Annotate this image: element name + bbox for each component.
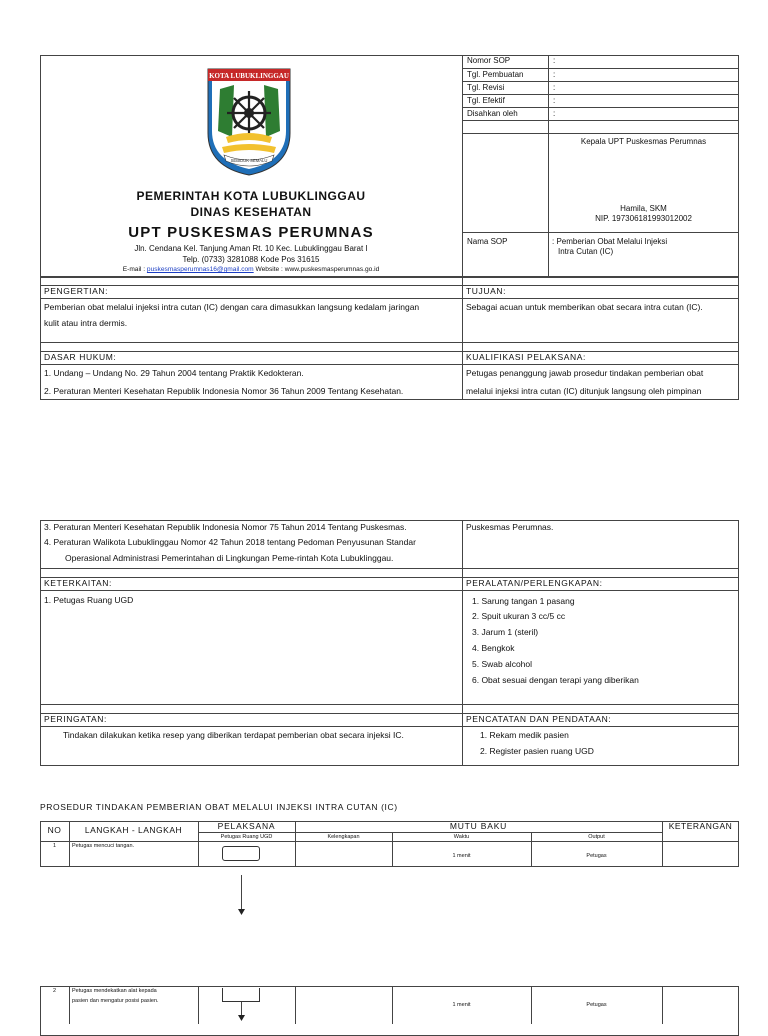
dasar-hukum-heading: DASAR HUKUM:: [44, 352, 117, 362]
label-nama-sop: Nama SOP: [467, 237, 508, 246]
col-pelaksana: PELAKSANA: [217, 821, 276, 831]
svg-text:SEBIDUK SEMALU: SEBIDUK SEMALU: [230, 158, 268, 163]
email-label: E-mail :: [122, 266, 146, 273]
sub-waktu: Waktu: [453, 834, 470, 840]
dasar-hukum-item-cont: Operasional Administrasi Pemerintahan di Lingkungan Peme-rintah Kota Lubuklinggau.: [65, 553, 394, 563]
label-tgl-revisi: Tgl. Revisi: [467, 83, 505, 92]
approver-title: Kepala UPT Puskesmas Perumnas: [580, 137, 707, 146]
label-tgl-pembuatan: Tgl. Pembuatan: [467, 70, 524, 79]
kualifikasi-text-cont: Puskesmas Perumnas.: [466, 522, 554, 532]
col-langkah: LANGKAH - LANGKAH: [84, 825, 183, 835]
pengertian-text: Pemberian obat melalui injeksi intra cutan (IC) dengan cara dimasukkan langsung kedalam jaringan: [44, 302, 420, 312]
step-text: Petugas mencuci tangan.: [72, 843, 135, 849]
label-nomor-sop: Nomor SOP: [467, 56, 511, 65]
flowchart-process-box: [222, 846, 260, 861]
pencatatan-item: 1. Rekam medik pasien: [480, 730, 569, 740]
nama-sop-value-cont: Intra Cutan (IC): [558, 247, 614, 256]
dasar-hukum-item: 3. Peraturan Menteri Kesehatan Republik Indonesia Nomor 75 Tahun 2014 Tentang Puskesmas.: [44, 522, 407, 532]
peralatan-item: 1. Sarung tangan 1 pasang: [472, 596, 575, 606]
pengertian-heading: PENGERTIAN:: [44, 286, 109, 296]
step-text-cont: pasien dan mengatur posisi pasien.: [72, 998, 159, 1004]
approver-nip: NIP. 197306181993012002: [595, 214, 692, 223]
step-output: Petugas: [586, 853, 607, 859]
tujuan-text: Sebagai acuan untuk memberikan obat secara intra cutan (IC).: [466, 302, 703, 312]
arrow-down-icon: [238, 1015, 245, 1021]
dasar-hukum-item: 4. Peraturan Walikota Lubuklinggau Nomor 42 Tahun 2018 tentang Pedoman Penyusunan Standar: [44, 537, 416, 547]
step-no: 1: [52, 843, 57, 849]
flowchart-process-box: [222, 988, 260, 1002]
dept-title: DINAS KESEHATAN: [190, 205, 312, 219]
email-link[interactable]: puskesmasperumnas16@gmail.com: [146, 266, 254, 273]
nama-sop-value: : Pemberian Obat Melalui Injeksi: [552, 237, 668, 246]
sub-output: Output: [588, 834, 605, 840]
col-mutu-baku: MUTU BAKU: [449, 821, 508, 831]
approver-name: Hamila, SKM: [620, 204, 667, 213]
step-no: 2: [52, 988, 57, 994]
pencatatan-heading: PENCATATAN DAN PENDATAAN:: [466, 714, 612, 724]
keterkaitan-item: 1. Petugas Ruang UGD: [44, 595, 134, 605]
peralatan-item: 5. Swab alcohol: [472, 659, 533, 669]
colon: :: [553, 83, 556, 92]
header-divider: [462, 55, 463, 277]
label-disahkan-oleh: Disahkan oleh: [467, 109, 518, 118]
label-tgl-efektif: Tgl. Efektif: [467, 96, 505, 105]
kualifikasi-text: Petugas penanggung jawab prosedur tindakan pemberian obat: [466, 368, 704, 378]
step-waktu: 1 menit: [452, 1002, 471, 1008]
pencatatan-item: 2. Register pasien ruang UGD: [480, 746, 594, 756]
website-text: Website : www.puskesmasperumnas.go.id: [255, 266, 380, 273]
col-no: NO: [47, 825, 62, 835]
address-text: Jln. Cendana Kel. Tanjung Aman Rt. 10 Kec. Lubuklinggau Barat I: [134, 244, 368, 253]
peralatan-heading: PERALATAN/PERLENGKAPAN:: [466, 578, 603, 588]
sub-petugas: Petugas Ruang UGD: [220, 834, 273, 840]
unit-title: UPT PUSKESMAS PERUMNAS: [128, 224, 374, 241]
dasar-hukum-item: 2. Peraturan Menteri Kesehatan Republik Indonesia Nomor 36 Tahun 2009 Tentang Kesehatan.: [44, 386, 404, 396]
peralatan-item: 2. Spuit ukuran 3 cc/5 cc: [472, 611, 566, 621]
peralatan-item: 4. Bengkok: [472, 643, 515, 653]
dasar-hukum-item: 1. Undang – Undang No. 29 Tahun 2004 tentang Praktik Kedokteran.: [44, 368, 304, 378]
peringatan-text: Tindakan dilakukan ketika resep yang diberikan terdapat pemberian obat secara injeksi IC.: [63, 730, 404, 740]
peralatan-item: 3. Jarum 1 (steril): [472, 627, 539, 637]
phone-text: Telp. (0733) 3281088 Kode Pos 31615: [182, 255, 320, 264]
pengertian-text-cont: kulit atau intra dermis.: [44, 318, 128, 328]
tujuan-heading: TUJUAN:: [466, 286, 507, 296]
kualifikasi-text-cont: melalui injeksi intra cutan (IC) ditunjuk langsung oleh pimpinan: [466, 386, 702, 396]
gov-title: PEMERINTAH KOTA LUBUKLINGGAU: [136, 189, 366, 203]
flowchart-connector: [241, 1002, 242, 1016]
flowchart-connector: [241, 875, 242, 911]
arrow-down-icon: [238, 909, 245, 915]
col-keterangan: KETERANGAN: [668, 821, 733, 831]
colon: :: [553, 96, 556, 105]
kualifikasi-heading: KUALIFIKASI PELAKSANA:: [466, 352, 586, 362]
colon: :: [553, 109, 556, 118]
colon: :: [553, 70, 556, 79]
step-waktu: 1 menit: [452, 853, 471, 859]
peringatan-heading: PERINGATAN:: [44, 714, 107, 724]
city-logo-icon: [204, 67, 294, 179]
step-text: Petugas mendekatkan alat kepada: [72, 988, 157, 994]
peralatan-item: 6. Obat sesuai dengan terapi yang diberikan: [472, 675, 639, 685]
contact-line: [40, 266, 462, 273]
step-output: Petugas: [586, 1002, 607, 1008]
sub-kelengkapan: Kelengkapan: [327, 834, 360, 840]
sections-table-1: [40, 277, 739, 400]
svg-text:KOTA LUBUKLINGGAU: KOTA LUBUKLINGGAU: [209, 72, 289, 80]
procedure-title: PROSEDUR TINDAKAN PEMBERIAN OBAT MELALUI INJEKSI INTRA CUTAN (IC): [40, 802, 398, 812]
colon: :: [553, 56, 556, 65]
keterkaitan-heading: KETERKAITAN:: [44, 578, 112, 588]
